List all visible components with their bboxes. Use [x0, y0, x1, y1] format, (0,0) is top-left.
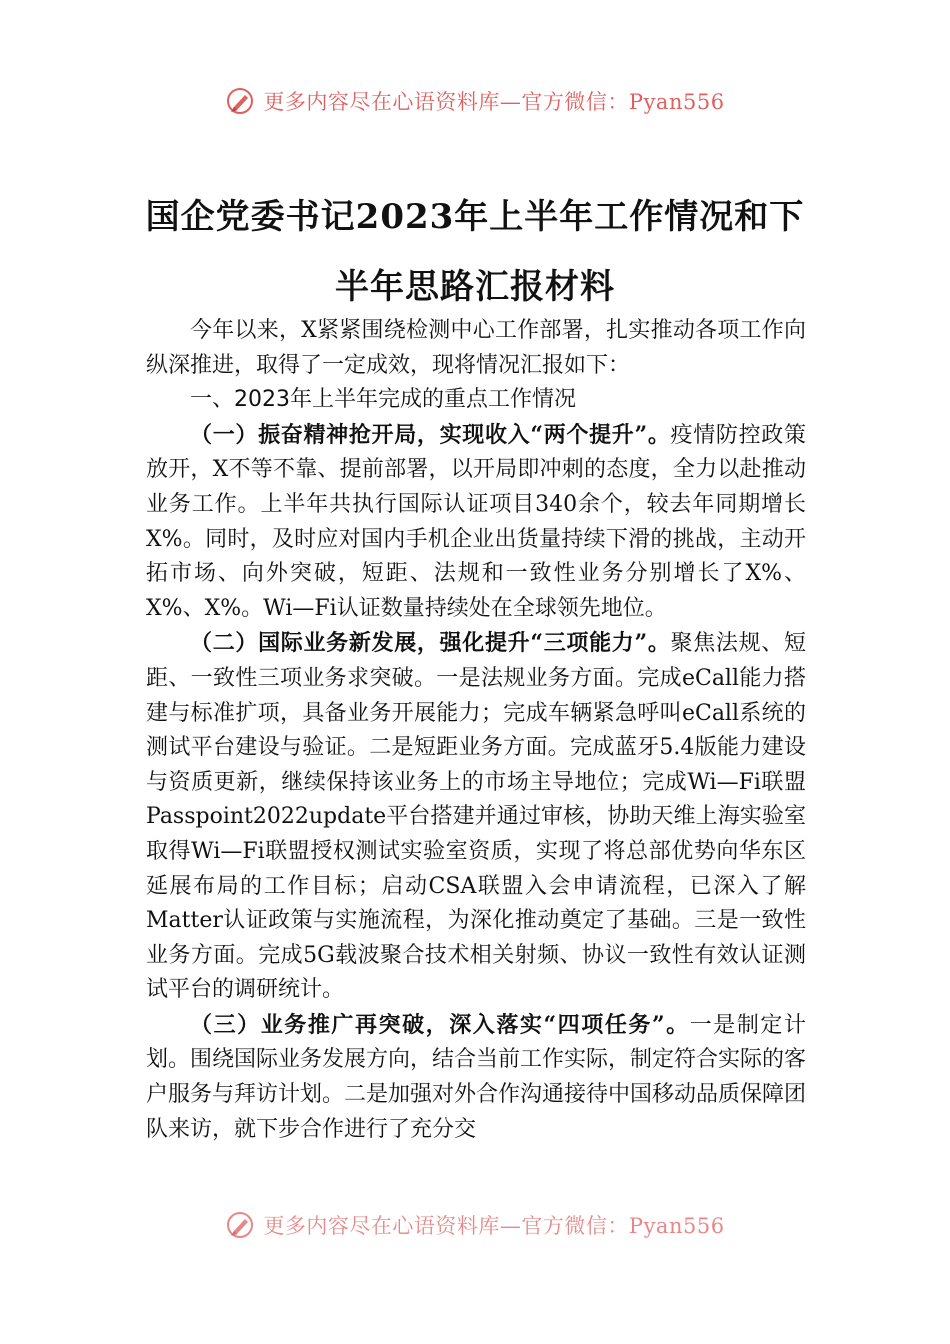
body-paragraph [146, 1008, 806, 1147]
paragraph-text: 聚焦法规、短距、一致性三项业务求突破。一是法规业务方面。完成eCall能力搭建与标准扩项，具备业务开展能力；完成车辆紧急呼叫eCall系统的测试平台建设与验证。二是短距业务方面。完成蓝牙5.4版能力建设与资质更新，继续保持该业务上的市场主导地位；完成Wi—Fi联盟Passpoint2022update平台搭建并通过审核，协助天维上海实验室取得Wi—Fi联盟授权测试实验室资质，实现了将总部优势向华东区延展布局的工作目标；启动CSA联盟入会申请流程，已深入了解Matter认证政策与实施流程，为深化推动奠定了基础。三是一致性业务方面。完成5G载波聚合技术相关射频、协议一致性有效认证测试平台的调研统计。 [146, 631, 806, 1003]
fountain-pen-logo-icon [225, 86, 255, 116]
paragraph-lead: （一）振奋精神抢开局，实现收入“两个提升”。 [190, 421, 671, 448]
paragraph-lead: （三）业务推广再突破，深入落实“四项任务”。 [190, 1011, 690, 1038]
section-heading: 一、2023年上半年完成的重点工作情况 [190, 387, 576, 413]
intro-paragraph: 今年以来，X紧紧围绕检测中心工作部署，扎实推动各项工作向纵深推进，取得了一定成效，现将情况汇报如下： [146, 318, 806, 378]
fountain-pen-logo-icon [225, 1210, 255, 1240]
watermark-footer [0, 1210, 950, 1240]
watermark-text: 更多内容尽在心语资料库—官方微信：Pyan556 [263, 1214, 725, 1238]
body-paragraph [146, 418, 806, 627]
watermark-header [0, 86, 950, 116]
document-body [146, 314, 806, 1147]
paragraph-text: 一是制定计划。围绕国际业务发展方向，结合当前工作实际，制定符合实际的客户服务与拜访计划。二是加强对外合作沟通接待中国移动品质保障团队来访，就下步合作进行了充分交 [146, 1012, 807, 1142]
paragraph-lead: （二）国际业务新发展，强化提升“三项能力”。 [190, 630, 671, 657]
body-paragraph [146, 626, 806, 1008]
document-title: 国企党委书记2023年上半年工作情况和下半年思路汇报材料 [145, 197, 805, 307]
watermark-text: 更多内容尽在心语资料库—官方微信：Pyan556 [263, 90, 725, 114]
paragraph-text: 疫情防控政策放开，X不等不靠、提前部署，以开局即冲刺的态度，全力以赴推动业务工作。上半年共执行国际认证项目340余个，较去年同期增长X%。同时，及时应对国内手机企业出货量持续下滑的挑战，主动开拓市场、向外突破，短距、法规和一致性业务分别增长了X%、X%、X%。Wi—Fi认证数量持续处在全球领先地位。 [146, 422, 806, 621]
